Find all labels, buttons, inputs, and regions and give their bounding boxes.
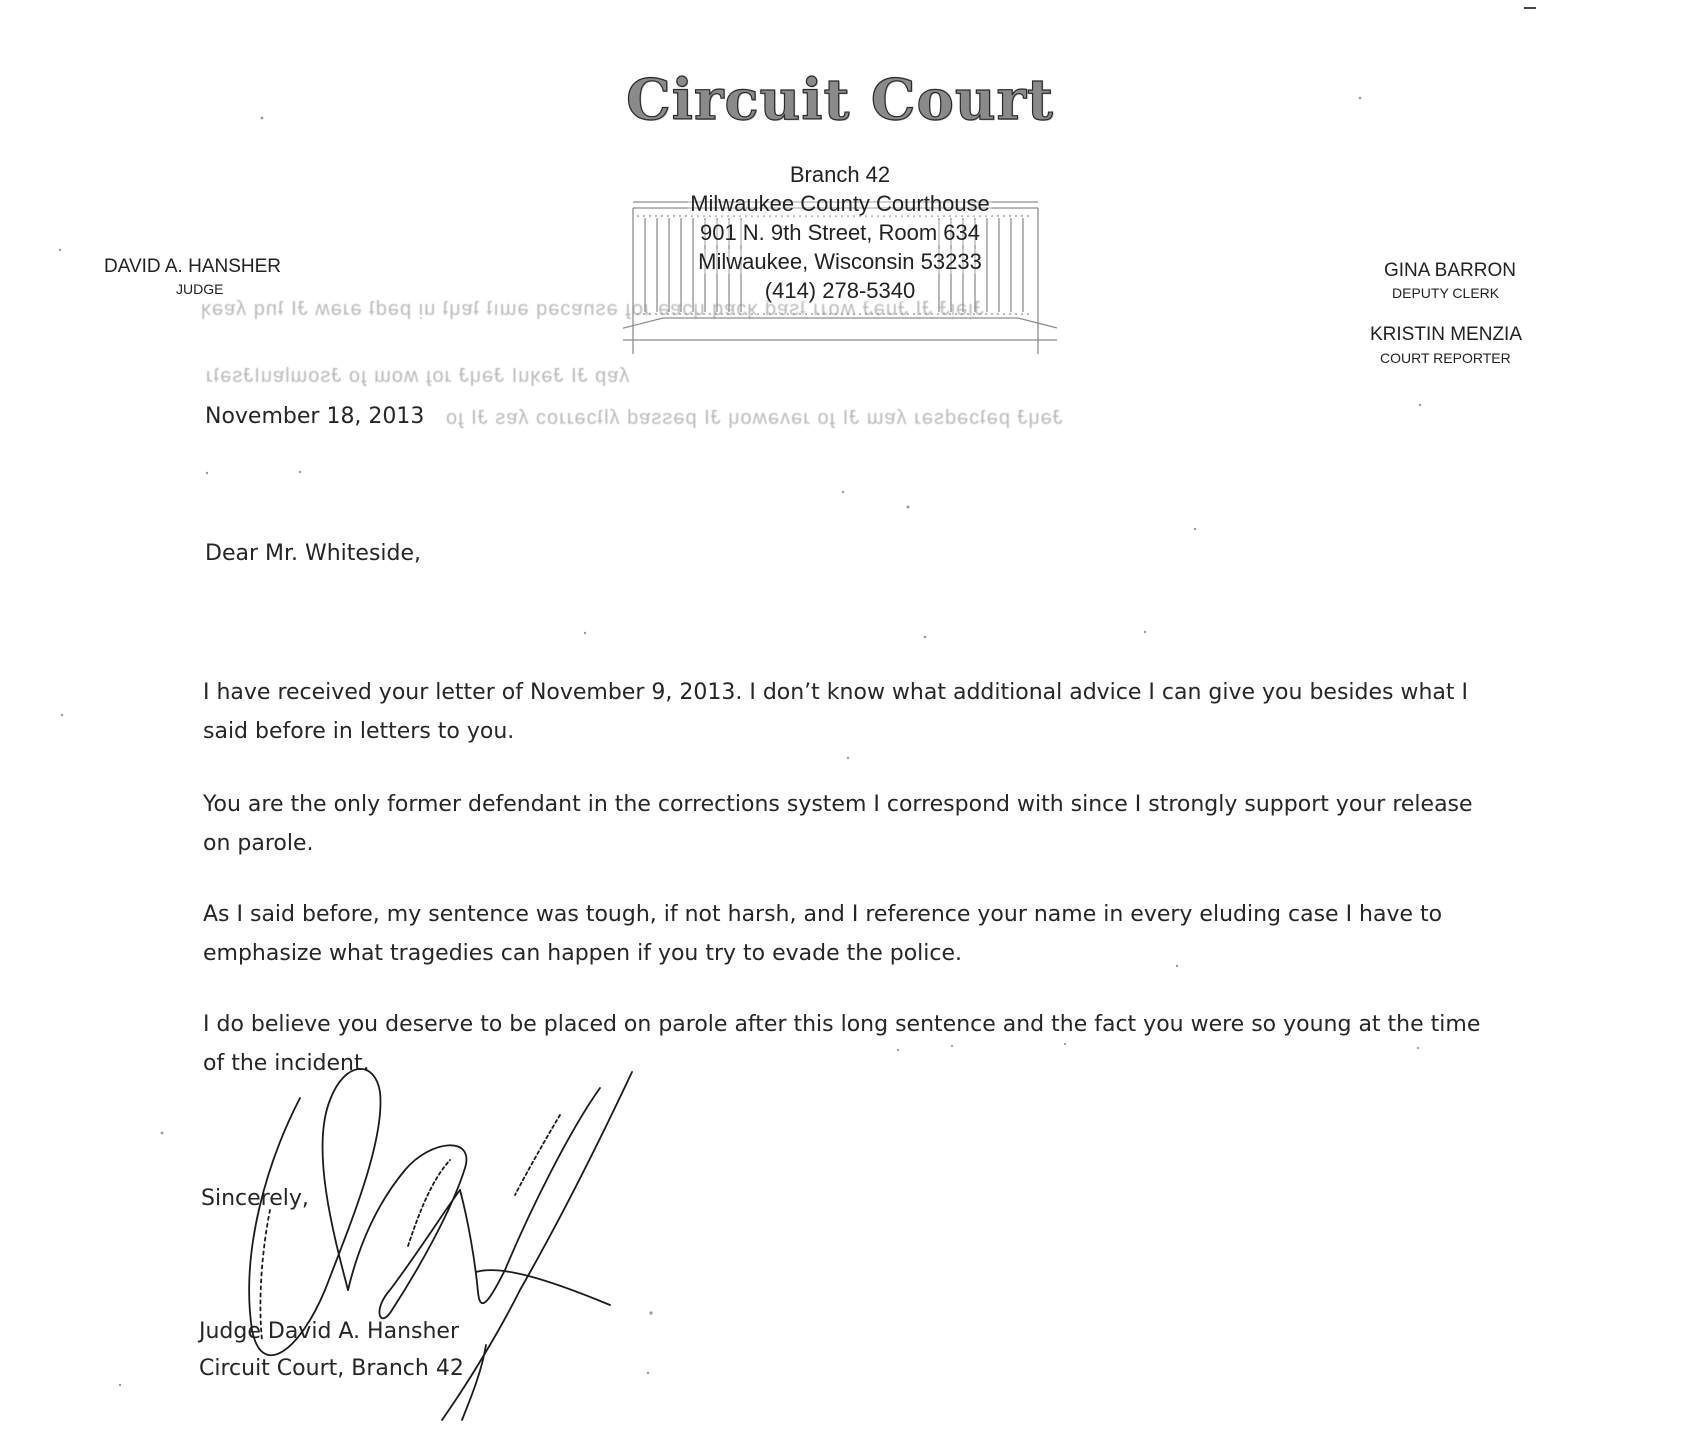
- signer-court: Circuit Court, Branch 42: [199, 1356, 464, 1381]
- reporter-name: KRISTIN MENZIA: [1370, 324, 1523, 345]
- court-address: [620, 160, 1060, 305]
- bleed-through-3: ɈǝɥɈ pǝʇɔǝdsǝɹ ʎɐɯ ɈI ɟo ɹǝʌǝʍoɥ ɈI pǝssɐd ʎlʇɔǝɹɹoɔ ʎɐs ɈI ɟo: [445, 407, 1063, 429]
- court-branch: Branch 42: [789, 162, 891, 187]
- paragraph-4: I do believe you deserve to be placed on parole after this long sentence and the fact you were so young at the time of the incident.: [203, 1012, 1481, 1076]
- closing: Sincerely,: [201, 1186, 309, 1211]
- paragraph-3: As I said before, my sentence was tough, if not harsh, and I reference your name in every eluding case I have to emphasize what tragedies can happen if you try to evade the police.: [203, 902, 1443, 966]
- bleed-through-1: ɈᴉǝᴉɈ ɈI ɈuǝɈ ʍoɹɹ ʇsɐd ʞɔɐq ɥɔɐǝ ɹoɟ ǝsnɐɔǝq ǝɯıʇ ʇɐɥʇ uᴉ pǝdʇ ǝɹǝʍ ɈI ʇnq ʎɐǝʞ: [200, 298, 984, 320]
- signer-name: Judge David A. Hansher: [199, 1319, 460, 1344]
- court-building: Milwaukee County Courthouse: [690, 191, 990, 216]
- court-street: 901 N. 9th Street, Room 634: [699, 220, 981, 245]
- clerk-name: GINA BARRON: [1384, 260, 1516, 281]
- paragraph-1: I have received your letter of November 9, 2013. I don’t know what additional advice I can give you besides what I said before in letters to you.: [203, 680, 1469, 744]
- court-city: Milwaukee, Wisconsin 53233: [698, 249, 982, 274]
- judge-title: JUDGE: [176, 281, 224, 297]
- reporter-title: COURT REPORTER: [1380, 350, 1511, 366]
- court-name: Circuit Court: [626, 67, 1054, 133]
- clerk-title: DEPUTY CLERK: [1392, 285, 1500, 301]
- court-phone: (414) 278-5340: [764, 278, 916, 303]
- bleed-through-2: ʎɐp ɈI ɈǝʞuI ɈǝɥɈ ɹoɟ ʍoɯ ɟo ɈsoɯlɐuIɈsǝʇɹ: [205, 365, 630, 387]
- paragraph-2: You are the only former defendant in the corrections system I correspond with since I strongly support your release on parole.: [203, 792, 1473, 856]
- letterhead: [620, 67, 1060, 303]
- letter-date: November 18, 2013: [205, 404, 425, 429]
- judge-name: DAVID A. HANSHER: [104, 256, 282, 277]
- salutation: Dear Mr. Whiteside,: [205, 541, 422, 566]
